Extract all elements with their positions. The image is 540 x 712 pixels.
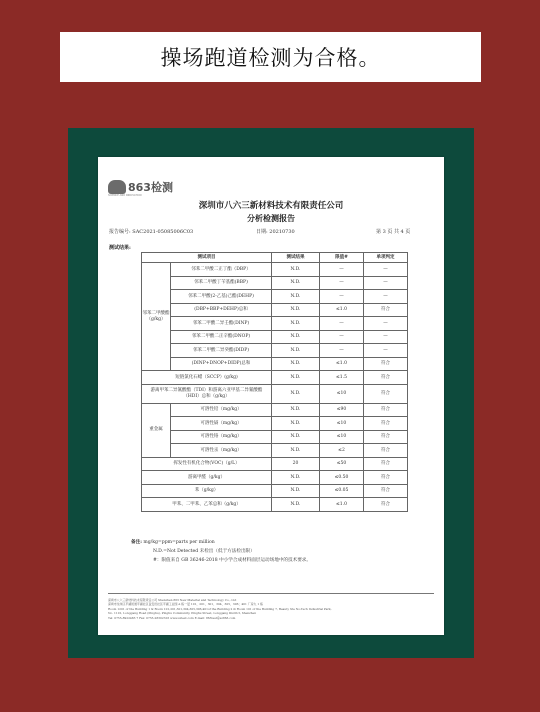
row-item: 短链氯化石蜡（SCCP）(g/kg) xyxy=(142,371,272,385)
table-row xyxy=(142,344,408,358)
page-footer xyxy=(108,593,434,620)
logo-text: 863检测 xyxy=(128,181,173,194)
note-nd: N.D.=Not Detected 未检出（低于方法检出限） xyxy=(153,549,255,554)
row-item: 游离甲醛（g/kg） xyxy=(142,471,272,485)
row-result: N.D. xyxy=(272,498,320,512)
row-judge: 符合 xyxy=(364,444,408,458)
row-result: N.D. xyxy=(272,430,320,444)
row-judge: 符合 xyxy=(364,403,408,417)
row-limit: — xyxy=(320,276,364,290)
table-row xyxy=(142,457,408,471)
group-label-phthalates: 邻苯二甲酸酯（g/kg） xyxy=(142,263,171,371)
logo-icon xyxy=(108,180,126,194)
table-row xyxy=(142,290,408,304)
row-result: N.D. xyxy=(272,263,320,277)
row-limit: — xyxy=(320,344,364,358)
note-limit-source: #：限值来自 GB 36246-2018 中小学合成材料面层运动场地中的技术要求。 xyxy=(153,558,311,563)
row-item: 可溶性镉（mg/kg） xyxy=(171,417,272,431)
row-result: N.D. xyxy=(272,471,320,485)
row-judge: — xyxy=(364,344,408,358)
row-judge: 符合 xyxy=(364,457,408,471)
row-limit: ≤10 xyxy=(320,384,364,403)
table-row xyxy=(142,357,408,371)
row-result: N.D. xyxy=(272,290,320,304)
row-limit: ≤1.0 xyxy=(320,357,364,371)
row-limit: ≤2 xyxy=(320,444,364,458)
row-judge: 符合 xyxy=(364,357,408,371)
caption-banner: 操场跑道检测为合格。 xyxy=(60,32,481,82)
row-judge: 符合 xyxy=(364,498,408,512)
row-item: 苯（g/kg） xyxy=(142,484,272,498)
table-row xyxy=(142,417,408,431)
row-item: 邻苯二甲酸二正丁酯（DBP） xyxy=(171,263,272,277)
footer-line: Room 1201 of the Building 1 & Room 101,201,301,304,305,306,401of the Building 2 & Room 101 of the Building 7, Beauty Ste No-Tech Industrial Park, xyxy=(108,606,332,611)
report-number: 报告编号: SAC2021-05085006C03 xyxy=(109,229,194,235)
row-limit: ≤1.0 xyxy=(320,303,364,317)
company-logo xyxy=(108,179,173,195)
row-limit: — xyxy=(320,263,364,277)
row-result: N.D. xyxy=(272,317,320,331)
row-result: N.D. xyxy=(272,484,320,498)
row-item: 甲苯、二甲苯、乙苯总和（g/kg） xyxy=(142,498,272,512)
row-limit: ≤10 xyxy=(320,430,364,444)
row-result: N.D. xyxy=(272,357,320,371)
row-judge: 符合 xyxy=(364,371,408,385)
row-item: 可溶性汞（mg/kg） xyxy=(171,444,272,458)
row-result: N.D. xyxy=(272,417,320,431)
report-page xyxy=(98,157,444,635)
row-item: 可溶性铬（mg/kg） xyxy=(171,430,272,444)
row-item: 邻苯二甲酸二正辛酯(DNOP) xyxy=(171,330,272,344)
page-number: 第 3 页 共 4 页 xyxy=(376,229,411,235)
row-item: 邻苯二甲酸(2-乙基)己酯(DEHP) xyxy=(171,290,272,304)
col-header-judge: 单项判定 xyxy=(364,253,408,263)
row-result: N.D. xyxy=(272,403,320,417)
footer-line: No. 1101, Longgang Road (Pinghu), Pinghu Community, Pinghu Street, Longgang District, Shenzhen xyxy=(108,611,257,616)
col-header-item: 测试项目 xyxy=(142,253,272,263)
row-result: N.D. xyxy=(272,276,320,290)
row-result: N.D. xyxy=(272,344,320,358)
row-judge: 符合 xyxy=(364,484,408,498)
row-item: 邻苯二甲酸二异壬酯(DINP) xyxy=(171,317,272,331)
row-judge: 符合 xyxy=(364,430,408,444)
company-name: 深圳市八六三新材料技术有限责任公司 xyxy=(198,201,344,211)
row-limit: ≤0.50 xyxy=(320,471,364,485)
row-item: 邻苯二甲酸二异癸酯(DIDP) xyxy=(171,344,272,358)
table-row xyxy=(142,430,408,444)
footer-line: 深圳市龙岗区平湖街道平湖社区良安田社区平湖工业园 A 栋一层 101、201、301、304、305、306；401 厂房九 1 栋 xyxy=(108,602,264,607)
row-judge: 符合 xyxy=(364,471,408,485)
row-item: 游离甲苯二异氰酸酯（TDI）和游离六亚甲基二异氰酸酯（HDI）总和（g/kg） xyxy=(142,384,272,403)
table-row xyxy=(142,371,408,385)
row-limit: — xyxy=(320,317,364,331)
table-row xyxy=(142,303,408,317)
row-item: 可溶性铅（mg/kg） xyxy=(171,403,272,417)
row-item: (DINP+DNOP+DIDP)总和 xyxy=(171,357,272,371)
row-judge: 符合 xyxy=(364,417,408,431)
report-title: 分析检测报告 xyxy=(247,213,295,223)
group-label-heavy-metals: 重金属 xyxy=(142,403,171,457)
footer-line: Tel: 0755-8922483 7 Fax: 0755-28302316 www.sztest.com E-mail: 863test@sz863.com xyxy=(108,615,236,620)
col-header-limit: 限值# xyxy=(320,253,364,263)
report-date: 日期: 20210730 xyxy=(256,229,295,235)
table-row xyxy=(142,484,408,498)
notes-label: 备注: xyxy=(131,540,142,545)
logo-subtitle: SCIENCE AND INNOVATION xyxy=(108,194,142,197)
row-judge: 符合 xyxy=(364,303,408,317)
col-header-result: 测试结果 xyxy=(272,253,320,263)
row-judge: — xyxy=(364,263,408,277)
row-judge: — xyxy=(364,276,408,290)
row-limit: ≤0.05 xyxy=(320,484,364,498)
table-row xyxy=(142,471,408,485)
row-judge: — xyxy=(364,317,408,331)
table-header-row xyxy=(142,253,408,263)
row-result: 20 xyxy=(272,457,320,471)
row-judge: 符合 xyxy=(364,384,408,403)
row-result: N.D. xyxy=(272,303,320,317)
notes xyxy=(131,538,311,565)
row-judge: — xyxy=(364,330,408,344)
footer-line: 深圳市八六三新材料技术有限责任公司 Shenzhen 863 New Material and Technology Co., Ltd xyxy=(108,598,237,602)
row-result: N.D. xyxy=(272,371,320,385)
table-row xyxy=(142,403,408,417)
table-row xyxy=(142,444,408,458)
row-item: 邻苯二甲酸丁苄基酯(BBP) xyxy=(171,276,272,290)
results-table xyxy=(141,252,408,512)
row-limit: — xyxy=(320,290,364,304)
row-item: 挥发性有机化合物(VOC)（g/L） xyxy=(142,457,272,471)
row-limit: ≤50 xyxy=(320,457,364,471)
row-item: (DBP+BBP+DEHP)总和 xyxy=(171,303,272,317)
row-limit: — xyxy=(320,330,364,344)
note-unit: mg/kg=ppm=parts per million xyxy=(143,540,215,545)
row-limit: ≤90 xyxy=(320,403,364,417)
table-row xyxy=(142,498,408,512)
section-heading: 测试结果: xyxy=(109,245,131,251)
table-row xyxy=(142,384,408,403)
row-result: N.D. xyxy=(272,444,320,458)
row-limit: ≤10 xyxy=(320,417,364,431)
row-limit: ≤1.0 xyxy=(320,498,364,512)
table-row xyxy=(142,276,408,290)
row-result: N.D. xyxy=(272,330,320,344)
row-limit: ≤1.5 xyxy=(320,371,364,385)
table-row xyxy=(142,330,408,344)
table-row xyxy=(142,317,408,331)
row-result: N.D. xyxy=(272,384,320,403)
table-row xyxy=(142,263,408,277)
row-judge: — xyxy=(364,290,408,304)
